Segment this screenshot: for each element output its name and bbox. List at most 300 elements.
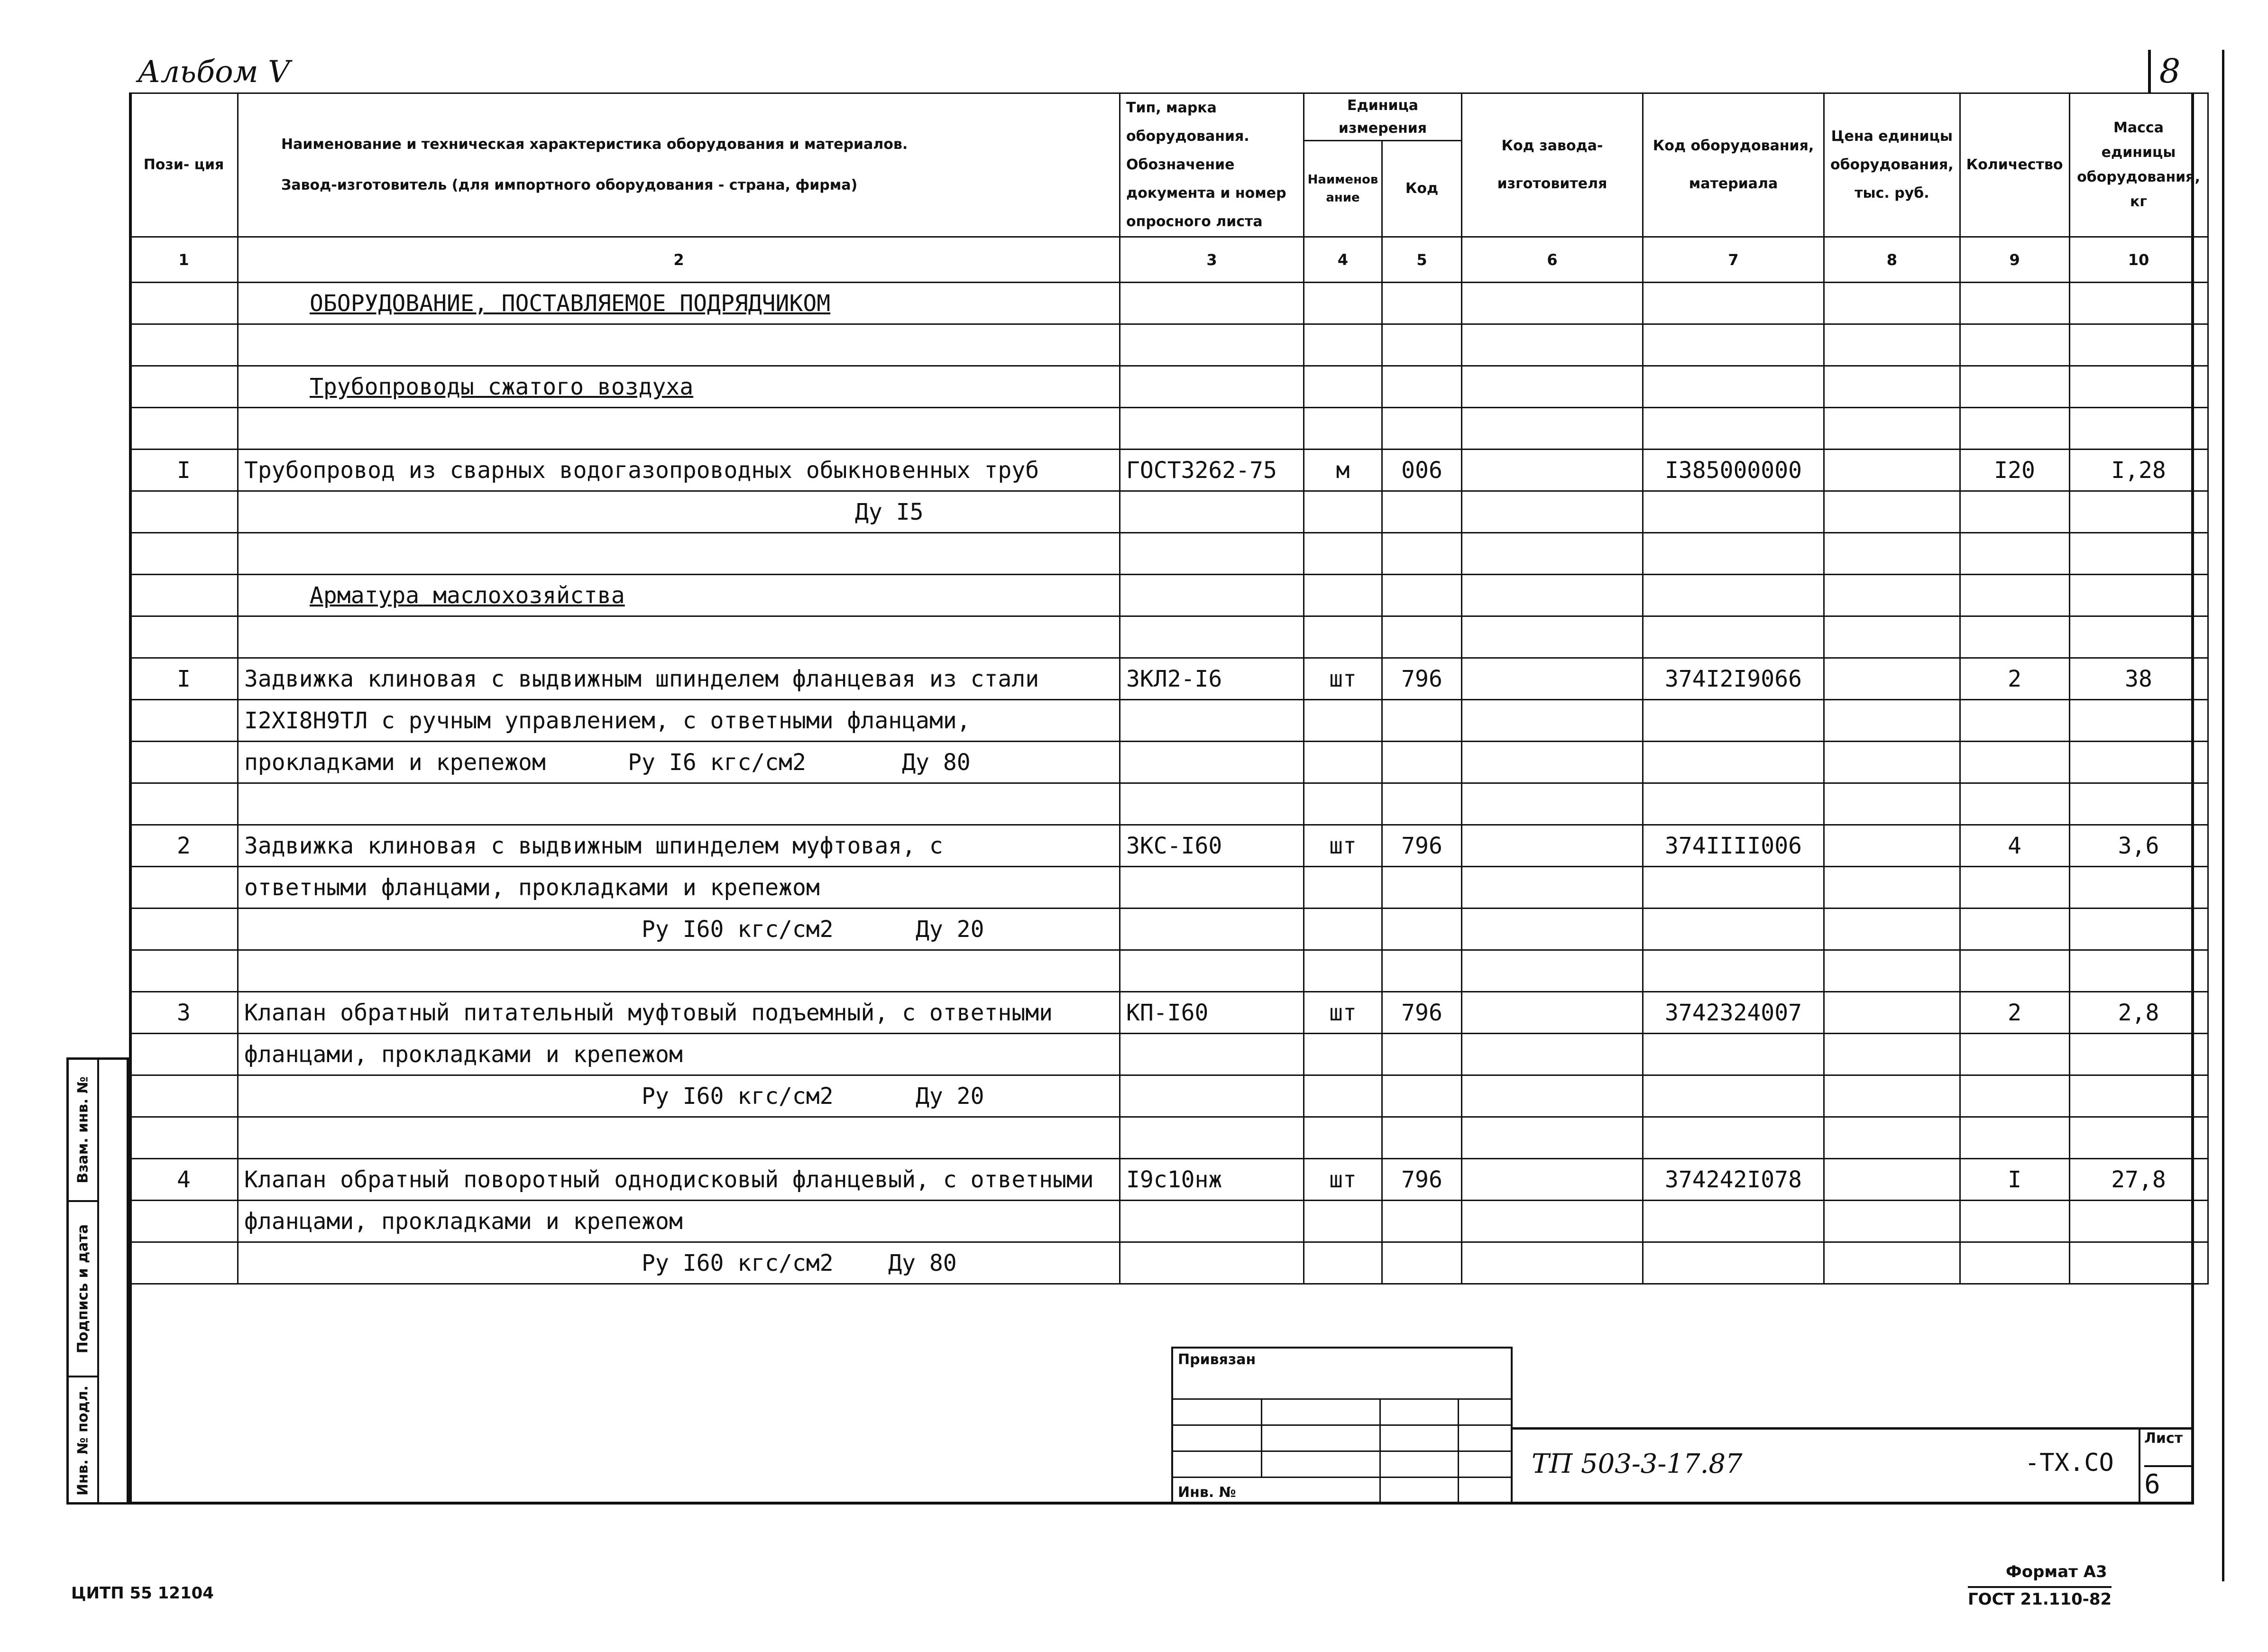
- cell-mass: [2069, 575, 2208, 616]
- cell-name: ответными фланцами, прокладками и крепежом: [238, 867, 1120, 909]
- cell-unit: [1304, 616, 1382, 658]
- cell-unit: шт: [1304, 658, 1382, 700]
- column-number: 2: [238, 237, 1120, 283]
- binding-stamp: [1171, 1347, 1513, 1505]
- cell-unit-code: [1382, 324, 1462, 366]
- cell-mass: 38: [2069, 658, 2208, 700]
- header-row-top: [130, 93, 2208, 141]
- cell-material-code: [1643, 1075, 1824, 1117]
- cell-price: [1824, 366, 1960, 408]
- cell-position: [130, 616, 238, 658]
- cell-unit-code: [1382, 366, 1462, 408]
- cell-position: [130, 742, 238, 783]
- cell-mass: 2,8: [2069, 992, 2208, 1034]
- cell-mass: 27,8: [2069, 1159, 2208, 1201]
- cell-type: [1120, 408, 1304, 450]
- cell-material-code: [1643, 1117, 1824, 1159]
- cell-position: [130, 1034, 238, 1075]
- cell-unit: [1304, 491, 1382, 533]
- table-row: [130, 324, 2208, 366]
- cell-unit: [1304, 408, 1382, 450]
- cell-position: [130, 1117, 238, 1159]
- cell-mass: [2069, 616, 2208, 658]
- cell-type: [1120, 366, 1304, 408]
- header-name: [238, 93, 1120, 237]
- table-row: [130, 283, 2208, 324]
- side-cell-sign-date: Подпись и дата: [69, 1202, 97, 1377]
- cell-plant-code: [1462, 450, 1643, 491]
- cell-material-code: [1643, 1201, 1824, 1242]
- cell-price: [1824, 533, 1960, 575]
- cell-plant-code: [1462, 950, 1643, 992]
- sheet-label: Лист: [2144, 1430, 2183, 1447]
- cell-mass: [2069, 366, 2208, 408]
- cell-unit: [1304, 867, 1382, 909]
- cell-name: [238, 1117, 1120, 1159]
- cell-position: [130, 867, 238, 909]
- cell-type: ГОСТ3262-75: [1120, 450, 1304, 491]
- cell-mass: [2069, 950, 2208, 992]
- cell-price: [1824, 658, 1960, 700]
- cell-material-code: 3742324007: [1643, 992, 1824, 1034]
- cell-name: Трубопровод из сварных водогазопроводных обыкновенных труб: [238, 450, 1120, 491]
- cell-price: [1824, 1034, 1960, 1075]
- cell-quantity: [1960, 867, 2069, 909]
- cell-unit-code: 796: [1382, 825, 1462, 867]
- cell-position: I: [130, 450, 238, 491]
- cell-material-code: [1643, 783, 1824, 825]
- cell-name: [238, 616, 1120, 658]
- cell-type: [1120, 491, 1304, 533]
- cell-unit: [1304, 533, 1382, 575]
- cell-plant-code: [1462, 658, 1643, 700]
- cell-name: Клапан обратный поворотный однодисковый фланцевый, с ответными: [238, 1159, 1120, 1201]
- cell-material-code: [1643, 283, 1824, 324]
- table-row: [130, 533, 2208, 575]
- table-row: [130, 783, 2208, 825]
- column-number: 4: [1304, 237, 1382, 283]
- cell-mass: [2069, 1117, 2208, 1159]
- stamp-line: [1173, 1477, 1511, 1478]
- column-number: 5: [1382, 237, 1462, 283]
- cell-price: [1824, 408, 1960, 450]
- cell-price: [1824, 867, 1960, 909]
- cell-plant-code: [1462, 324, 1643, 366]
- cell-name: [238, 783, 1120, 825]
- header-unit-code: Код: [1382, 141, 1462, 237]
- cell-mass: [2069, 867, 2208, 909]
- document-suffix: -ТХ.СО: [2025, 1449, 2114, 1477]
- cell-type: [1120, 700, 1304, 742]
- table-row: [130, 1201, 2208, 1242]
- cell-unit-code: [1382, 491, 1462, 533]
- cell-unit: [1304, 1117, 1382, 1159]
- cell-name: Ру I60 кгс/см2 Ду 20: [238, 909, 1120, 950]
- column-number: 9: [1960, 237, 2069, 283]
- cell-unit-code: [1382, 1075, 1462, 1117]
- cell-mass: [2069, 1075, 2208, 1117]
- table-body: [130, 283, 2208, 1284]
- table-row: [130, 950, 2208, 992]
- cell-material-code: [1643, 616, 1824, 658]
- cell-plant-code: [1462, 1159, 1643, 1201]
- cell-unit-code: [1382, 867, 1462, 909]
- cell-position: [130, 1201, 238, 1242]
- cell-name: Ду I5: [238, 491, 1120, 533]
- cell-position: [130, 366, 238, 408]
- cell-plant-code: [1462, 283, 1643, 324]
- cell-unit: [1304, 1201, 1382, 1242]
- cell-unit-code: 796: [1382, 1159, 1462, 1201]
- cell-price: [1824, 575, 1960, 616]
- cell-mass: [2069, 1242, 2208, 1284]
- cell-price: [1824, 1117, 1960, 1159]
- cell-name: Арматура маслохозяйства: [238, 575, 1120, 616]
- table-row: [130, 1159, 2208, 1201]
- cell-material-code: [1643, 324, 1824, 366]
- cell-mass: [2069, 533, 2208, 575]
- cell-unit-code: [1382, 1201, 1462, 1242]
- cell-name: Ру I60 кгс/см2 Ду 80: [238, 1242, 1120, 1284]
- stamp-bound-label: Привязан: [1178, 1351, 1256, 1368]
- cell-type: I9с10нж: [1120, 1159, 1304, 1201]
- cell-position: [130, 1075, 238, 1117]
- side-cell-replace-inv: Взам. инв. №: [69, 1060, 97, 1202]
- cell-unit: [1304, 742, 1382, 783]
- cell-plant-code: [1462, 742, 1643, 783]
- cell-name: фланцами, прокладками и крепежом: [238, 1201, 1120, 1242]
- cell-position: 2: [130, 825, 238, 867]
- cell-position: 3: [130, 992, 238, 1034]
- cell-material-code: I385000000: [1643, 450, 1824, 491]
- cell-plant-code: [1462, 700, 1643, 742]
- cell-price: [1824, 909, 1960, 950]
- cell-position: [130, 783, 238, 825]
- column-number: 7: [1643, 237, 1824, 283]
- footer-format: Формат А3: [2006, 1562, 2107, 1581]
- cell-price: [1824, 825, 1960, 867]
- cell-quantity: [1960, 324, 2069, 366]
- cell-unit: [1304, 324, 1382, 366]
- cell-mass: 3,6: [2069, 825, 2208, 867]
- cell-name: Трубопроводы сжатого воздуха: [238, 366, 1120, 408]
- cell-position: [130, 491, 238, 533]
- cell-quantity: [1960, 408, 2069, 450]
- footer-gost: ГОСТ 21.110-82: [1968, 1586, 2112, 1609]
- cell-price: [1824, 491, 1960, 533]
- cell-position: [130, 909, 238, 950]
- cell-price: [1824, 992, 1960, 1034]
- cell-quantity: [1960, 575, 2069, 616]
- cell-material-code: [1643, 700, 1824, 742]
- cell-mass: [2069, 283, 2208, 324]
- cell-price: [1824, 283, 1960, 324]
- cell-unit: [1304, 950, 1382, 992]
- cell-unit: м: [1304, 450, 1382, 491]
- header-position: Пози- ция: [130, 93, 238, 237]
- cell-position: [130, 950, 238, 992]
- cell-price: [1824, 783, 1960, 825]
- cell-material-code: [1643, 533, 1824, 575]
- header-name-line2: Завод-изготовитель (для импортного оборудования - страна, фирма): [281, 177, 858, 193]
- cell-mass: [2069, 1034, 2208, 1075]
- cell-mass: [2069, 1201, 2208, 1242]
- stamp-line: [1173, 1398, 1511, 1400]
- column-number: 10: [2069, 237, 2208, 283]
- cell-plant-code: [1462, 575, 1643, 616]
- cell-unit-code: [1382, 533, 1462, 575]
- cell-plant-code: [1462, 783, 1643, 825]
- cell-price: [1824, 324, 1960, 366]
- table-row: [130, 616, 2208, 658]
- cell-mass: [2069, 909, 2208, 950]
- specification-table: [129, 92, 2209, 1285]
- table-row: [130, 491, 2208, 533]
- cell-material-code: [1643, 950, 1824, 992]
- table-row: [130, 450, 2208, 491]
- cell-type: [1120, 909, 1304, 950]
- cell-position: [130, 1242, 238, 1284]
- cell-material-code: [1643, 1034, 1824, 1075]
- cell-position: [130, 575, 238, 616]
- cell-quantity: [1960, 616, 2069, 658]
- cell-unit-code: [1382, 283, 1462, 324]
- cell-unit-code: [1382, 1034, 1462, 1075]
- header-name-line1: Наименование и техническая характеристика оборудования и материалов.: [281, 136, 908, 153]
- cell-unit: [1304, 1034, 1382, 1075]
- column-number-row: [130, 237, 2208, 283]
- cell-quantity: [1960, 491, 2069, 533]
- cell-unit: шт: [1304, 825, 1382, 867]
- cell-plant-code: [1462, 909, 1643, 950]
- stamp-line: [1173, 1450, 1511, 1452]
- cell-type: [1120, 1075, 1304, 1117]
- cell-quantity: [1960, 1075, 2069, 1117]
- cell-price: [1824, 950, 1960, 992]
- cell-position: I: [130, 658, 238, 700]
- cell-unit: [1304, 283, 1382, 324]
- cell-type: КП-I60: [1120, 992, 1304, 1034]
- cell-plant-code: [1462, 408, 1643, 450]
- cell-name: Задвижка клиновая с выдвижным шпинделем фланцевая из стали: [238, 658, 1120, 700]
- cell-unit-code: 006: [1382, 450, 1462, 491]
- cell-unit: шт: [1304, 992, 1382, 1034]
- cell-unit-code: [1382, 950, 1462, 992]
- cell-type: [1120, 1201, 1304, 1242]
- cell-unit: [1304, 700, 1382, 742]
- cell-quantity: I20: [1960, 450, 2069, 491]
- cell-type: [1120, 616, 1304, 658]
- table-row: [130, 1034, 2208, 1075]
- cell-unit: [1304, 1242, 1382, 1284]
- cell-type: [1120, 533, 1304, 575]
- cell-material-code: [1643, 575, 1824, 616]
- table-row: [130, 366, 2208, 408]
- cell-quantity: [1960, 533, 2069, 575]
- cell-plant-code: [1462, 1075, 1643, 1117]
- table-row: [130, 658, 2208, 700]
- cell-material-code: 374IIII006: [1643, 825, 1824, 867]
- table-row: [130, 1075, 2208, 1117]
- cell-type: [1120, 1242, 1304, 1284]
- cell-type: [1120, 575, 1304, 616]
- cell-quantity: 2: [1960, 658, 2069, 700]
- cell-position: [130, 700, 238, 742]
- cell-price: [1824, 616, 1960, 658]
- table-row: [130, 700, 2208, 742]
- cell-quantity: [1960, 783, 2069, 825]
- cell-quantity: [1960, 742, 2069, 783]
- document-code: ТП 503-3-17.87: [1532, 1449, 1743, 1479]
- cell-price: [1824, 450, 1960, 491]
- cell-mass: [2069, 700, 2208, 742]
- cell-plant-code: [1462, 867, 1643, 909]
- cell-unit: [1304, 1075, 1382, 1117]
- cell-mass: [2069, 783, 2208, 825]
- cell-position: 4: [130, 1159, 238, 1201]
- cell-unit-code: [1382, 616, 1462, 658]
- header-mass: Масса единицы оборудования, кг: [2069, 93, 2208, 237]
- cell-quantity: [1960, 366, 2069, 408]
- cell-position: [130, 533, 238, 575]
- cell-quantity: I: [1960, 1159, 2069, 1201]
- cell-unit: шт: [1304, 1159, 1382, 1201]
- cell-plant-code: [1462, 616, 1643, 658]
- cell-position: [130, 283, 238, 324]
- column-number: 1: [130, 237, 238, 283]
- side-split-line: [97, 1060, 99, 1502]
- cell-unit: [1304, 575, 1382, 616]
- cell-unit-code: 796: [1382, 658, 1462, 700]
- header-plant-code: Код завода-изготовителя: [1462, 93, 1643, 237]
- cell-type: ЗКЛ2-I6: [1120, 658, 1304, 700]
- table-row: [130, 825, 2208, 867]
- cell-name: Задвижка клиновая с выдвижным шпинделем муфтовая, с: [238, 825, 1120, 867]
- cell-price: [1824, 1201, 1960, 1242]
- header-unit-name: Наименование: [1304, 141, 1382, 237]
- table-row: [130, 742, 2208, 783]
- cell-unit: [1304, 909, 1382, 950]
- sheet-number: 6: [2144, 1465, 2192, 1500]
- cell-name: [238, 533, 1120, 575]
- cell-unit-code: [1382, 1117, 1462, 1159]
- cell-name: Ру I60 кгс/см2 Ду 20: [238, 1075, 1120, 1117]
- cell-material-code: [1643, 1242, 1824, 1284]
- cell-material-code: [1643, 408, 1824, 450]
- cell-mass: [2069, 491, 2208, 533]
- cell-plant-code: [1462, 1034, 1643, 1075]
- cell-type: [1120, 950, 1304, 992]
- cell-name: I2XI8H9TЛ с ручным управлением, с ответными фланцами,: [238, 700, 1120, 742]
- cell-name: [238, 324, 1120, 366]
- table-row: [130, 1117, 2208, 1159]
- frame-right-line: [2222, 50, 2224, 1581]
- cell-mass: [2069, 324, 2208, 366]
- stamp-line: [1173, 1424, 1511, 1426]
- cell-quantity: 2: [1960, 992, 2069, 1034]
- cell-plant-code: [1462, 1117, 1643, 1159]
- cell-type: ЗКС-I60: [1120, 825, 1304, 867]
- stamp-line: [1261, 1398, 1262, 1477]
- cell-type: [1120, 1034, 1304, 1075]
- cell-unit: [1304, 783, 1382, 825]
- cell-quantity: 4: [1960, 825, 2069, 867]
- cell-price: [1824, 742, 1960, 783]
- cell-unit-code: [1382, 408, 1462, 450]
- sheet-corner-number: 8: [2148, 50, 2189, 92]
- column-number: 8: [1824, 237, 1960, 283]
- album-label: Альбом V: [138, 55, 290, 90]
- table-row: [130, 1242, 2208, 1284]
- cell-type: [1120, 283, 1304, 324]
- stamp-inv-label: Инв. №: [1178, 1484, 1236, 1501]
- cell-quantity: [1960, 1117, 2069, 1159]
- cell-plant-code: [1462, 533, 1643, 575]
- cell-position: [130, 324, 238, 366]
- header-price: Цена единицы оборудования, тыс. руб.: [1824, 93, 1960, 237]
- cell-unit-code: [1382, 909, 1462, 950]
- cell-unit-code: [1382, 700, 1462, 742]
- column-number: 6: [1462, 237, 1643, 283]
- cell-type: [1120, 783, 1304, 825]
- cell-mass: [2069, 742, 2208, 783]
- cell-type: [1120, 867, 1304, 909]
- cell-name: фланцами, прокладками и крепежом: [238, 1034, 1120, 1075]
- cell-name: прокладками и крепежом Ру I6 кгс/см2 Ду 80: [238, 742, 1120, 783]
- cell-unit-code: [1382, 1242, 1462, 1284]
- column-number: 3: [1120, 237, 1304, 283]
- cell-type: [1120, 324, 1304, 366]
- cell-position: [130, 408, 238, 450]
- cell-plant-code: [1462, 825, 1643, 867]
- cell-mass: [2069, 408, 2208, 450]
- cell-price: [1824, 1159, 1960, 1201]
- table-row: [130, 575, 2208, 616]
- stamp-line: [1379, 1398, 1381, 1505]
- cell-material-code: [1643, 909, 1824, 950]
- cell-material-code: [1643, 742, 1824, 783]
- table-row: [130, 909, 2208, 950]
- cell-quantity: [1960, 1034, 2069, 1075]
- cell-name: [238, 408, 1120, 450]
- cell-name: ОБОРУДОВАНИЕ, ПОСТАВЛЯЕМОЕ ПОДРЯДЧИКОМ: [238, 283, 1120, 324]
- cell-unit-code: [1382, 783, 1462, 825]
- header-unit: Единица измерения: [1304, 93, 1462, 141]
- side-cell-orig-inv: Инв. № подл.: [74, 1385, 92, 1496]
- header-quantity: Количество: [1960, 93, 2069, 237]
- cell-price: [1824, 1242, 1960, 1284]
- sheet-box: [2139, 1427, 2196, 1505]
- cell-name: [238, 950, 1120, 992]
- table-row: [130, 408, 2208, 450]
- cell-quantity: [1960, 909, 2069, 950]
- cell-quantity: [1960, 700, 2069, 742]
- table-row: [130, 867, 2208, 909]
- cell-plant-code: [1462, 1201, 1643, 1242]
- cell-type: [1120, 1117, 1304, 1159]
- cell-mass: I,28: [2069, 450, 2208, 491]
- cell-plant-code: [1462, 366, 1643, 408]
- cell-plant-code: [1462, 992, 1643, 1034]
- cell-quantity: [1960, 1242, 2069, 1284]
- cell-material-code: [1643, 366, 1824, 408]
- footer-code: ЦИТП 55 12104: [71, 1584, 214, 1603]
- side-signature-strip: [66, 1057, 129, 1505]
- cell-material-code: 374I2I9066: [1643, 658, 1824, 700]
- cell-unit: [1304, 366, 1382, 408]
- cell-quantity: [1960, 283, 2069, 324]
- header-material-code: Код оборудования, материала: [1643, 93, 1824, 237]
